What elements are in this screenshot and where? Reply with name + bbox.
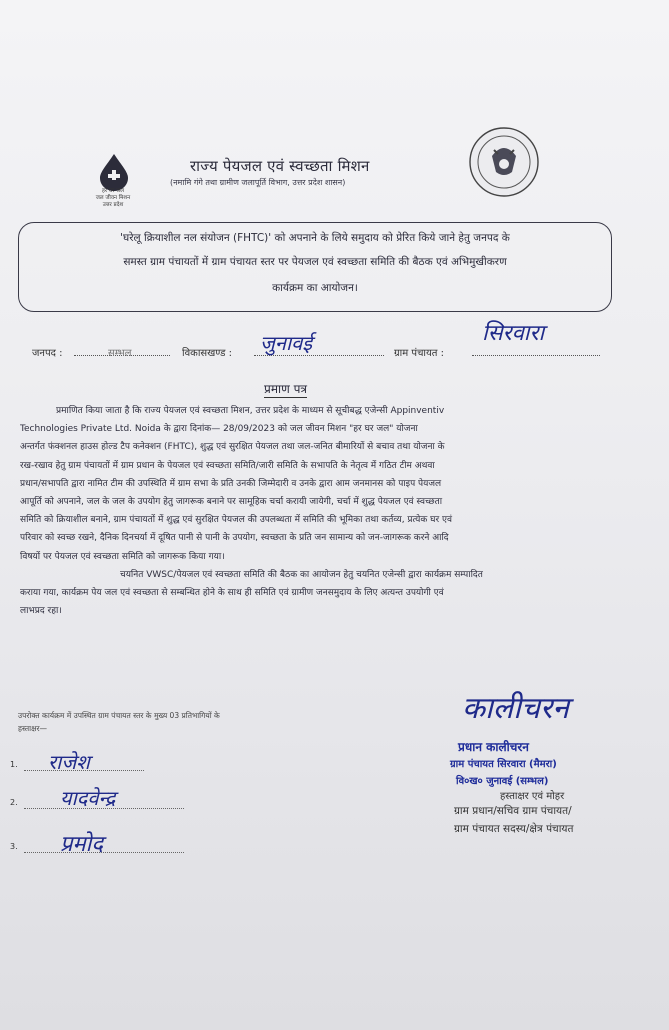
body-line: लाभप्रद रहा। <box>20 606 62 617</box>
gram-panchayat-label: ग्राम पंचायत : <box>394 348 445 359</box>
organization-name: राज्य पेयजल एवं स्वच्छता मिशन <box>190 157 370 175</box>
gram-panchayat-value-handwritten: सिरवारा <box>482 321 545 346</box>
stamp-line-1: प्रधान कालीचरन <box>458 740 529 754</box>
designation-line-2: ग्राम पंचायत सदस्य/क्षेत्र पंचायत <box>454 823 574 835</box>
body-line: आपूर्ति को अपनाने, जल के जल के उपयोग हेतु जागरूक बनाने पर सामूहिक चर्चा करायी जायेगी, चर्चा में शुद्ध पेयजल एवं स्वच्छता <box>20 497 443 508</box>
body-line: समिति को क्रियाशील बनाने, ग्राम पंचायतों में शुद्ध एवं सुरक्षित पेयजल की उपलब्धता में समिति की भूमिका तथा कर्तव्य, प्रत्येक घर एवं <box>20 515 452 526</box>
state-emblem-seal-icon <box>468 126 540 198</box>
participant-3-signature: प्रमोद <box>60 832 104 857</box>
organization-subtitle: (नमामि गंगे तथा ग्रामीण जलापूर्ति विभाग, उत्तर प्रदेश शासन) <box>170 178 346 187</box>
designation-line-1: ग्राम प्रधान/सचिव ग्राम पंचायत/ <box>454 805 572 817</box>
participant-2: 2. यादवेन्द्र <box>10 798 18 807</box>
district-label: जनपद : <box>32 348 63 359</box>
body-line: अन्तर्गत फंक्शनल हाउस होल्ड टैप कनेक्शन (FHTC), शुद्ध एवं सुरक्षित पेयजल तथा जल-जनित बीमारियों से बचाव तथा योजना के <box>20 442 445 453</box>
location-fields <box>32 321 632 363</box>
participant-1-signature: राजेश <box>48 750 90 774</box>
attendance-intro: उपरोक्त कार्यक्रम में उपस्थित ग्राम पंचायत स्तर के मुख्य 03 प्रतिभागियों के हस्ताक्षर— <box>18 711 220 733</box>
certificate-title: प्रमाण पत्र <box>264 382 308 396</box>
event-line-2: समस्त ग्राम पंचायतों में ग्राम पंचायत स्तर पर पेयजल एवं स्वच्छता समिति की बैठक एवं अभिमुखीकरण <box>123 256 507 268</box>
seal-label: हस्ताक्षर एवं मोहर <box>500 791 565 802</box>
event-line-1: 'घरेलू क्रियाशील नल संयोजन (FHTC)' को अपनाने के लिये समुदाय को प्रेरित किये जाने हेतु जनपद के <box>120 232 510 244</box>
participant-2-signature: यादवेन्द्र <box>60 786 116 810</box>
event-title-box <box>18 222 612 312</box>
body-line: Technologies Private Ltd. Noida के द्वारा दिनांक— 28/09/2023 को जल जीवन मिशन "हर घर जल" योजना <box>20 424 418 435</box>
participant-1: 1. राजेश <box>10 760 18 769</box>
body-line: रख-रखाव हेतु ग्राम पंचायतों में ग्राम प्रधान के पेयजल एवं स्वच्छता समिति/जारी समिति के सभापति के नेतृत्व में गठित टीम अथवा <box>20 460 435 471</box>
district-value: सम्भल <box>108 348 132 359</box>
body-line: चयनित VWSC/पेयजल एवं स्वच्छता समिति की बैठक का आयोजन हेतु चयनित एजेन्सी द्वारा कार्यक्रम सम्पादित <box>120 569 483 580</box>
body-line: कराया गया, कार्यक्रम पेय जल एवं स्वच्छता से सम्बन्धित होने के साथ ही समिति एवं ग्रामीण जनसमुदाय के लिए अत्यन्त उपयोगी एवं <box>20 588 444 599</box>
participant-3: 3. प्रमोद <box>10 842 18 851</box>
pradhan-signature: कालीचरन <box>462 691 569 726</box>
body-line: विषयों पर पेयजल एवं स्वच्छता समिति को जागरूक किया गया। <box>20 551 225 562</box>
event-line-3: कार्यक्रम का आयोजन। <box>272 282 358 294</box>
body-line: प्रमाणित किया जाता है कि राज्य पेयजल एवं स्वच्छता मिशन, उत्तर प्रदेश के माध्यम से सूचीबद्ध एजेन्सी Appinventiv <box>56 406 445 416</box>
block-label: विकासखण्ड : <box>182 348 233 359</box>
body-line: प्रधान/सभापति द्वारा नामित टीम की उपस्थिति में ग्राम सभा के प्रति उनकी जिम्मेदारी व उनके द्वारा आम जनमानस को पाइप पेयजल <box>20 478 442 489</box>
stamp-line-3: वि०ख० जुनावई (सम्भल) <box>456 776 549 787</box>
stamp-line-2: ग्राम पंचायत सिरवारा (मैमरा) <box>450 759 557 770</box>
certificate-body <box>20 402 642 620</box>
body-line: परिवार को स्वच्छ रखने, दैनिक दिनचर्या में दूषित पानी से पानी के उपयोग, स्वच्छता के प्रति जन सामान्य को जन-जागरूक करने आदि <box>20 533 449 544</box>
logo-caption: हर घर जल जल जीवन मिशन उत्तर प्रदेश <box>95 188 131 208</box>
block-value-handwritten: जुनावई <box>260 331 313 355</box>
